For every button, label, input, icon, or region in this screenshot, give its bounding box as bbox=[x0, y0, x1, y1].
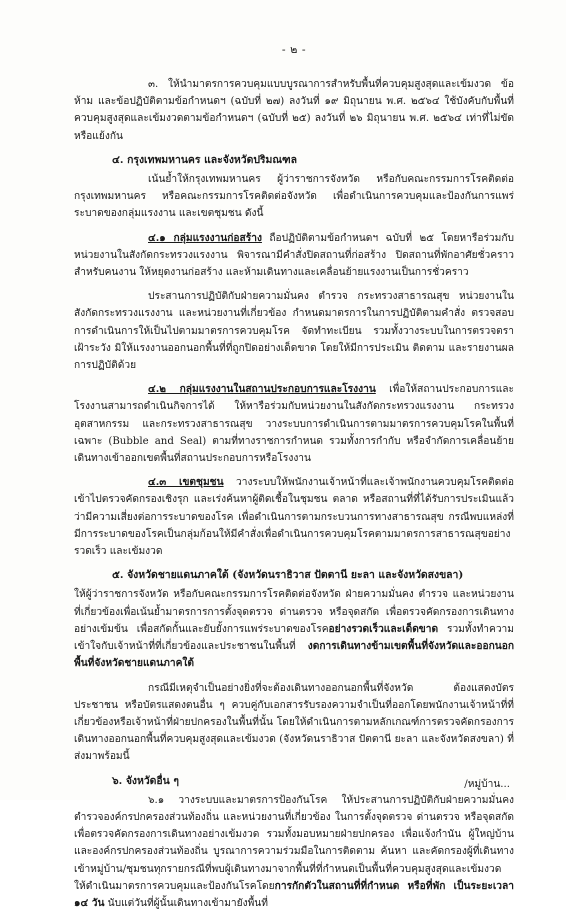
paragraph-5 bbox=[74, 586, 514, 672]
paragraph-6-1 bbox=[74, 792, 514, 912]
paragraph-4-1b: ประสานการปฏิบัติกับฝ่ายความมั่นคง ตำรวจ กระทรวงสาธารณสุข หน่วยงานในสังกัดกระทรวงแรงงาน และหน่วยงานที่เกี่ยวข้อง กำหนดมาตรการในการปฏิบัติตามคำสั่ง ตรวจสอบการดำเนินการให้เป็นไปตามมาตรการควบคุมโรค จัดทำทะเบียน รวมทั้งวางระบบในการตรวจตรา เฝ้าระวัง มิให้แรงงานออกนอกพื้นที่ที่ถูกปิดอย่างเด็ดขาด โดยให้มีการประเมิน ติดตาม และรายงานผลการปฏิบัติด้วย bbox=[74, 291, 514, 372]
paragraph-4: เน้นย้ำให้กรุงเทพมหานคร ผู้ว่าราชการจังหวัด หรือกับคณะกรรมการโรคติดต่อกรุงเทพมหานคร หรือคณะกรรมการโรคติดต่อจังหวัด เพื่อดำเนินการควบคุมและป้องกันการแพร่ระบาดของกลุ่มแรงงาน และเขตชุมชน ดังนี้ bbox=[74, 174, 514, 220]
label-4-2: ๔.๒ กลุ่มแรงงานในสถานประกอบการและโรงงาน bbox=[148, 383, 376, 396]
text-5b: อย่างรวดเร็วและเด็ดขาด bbox=[328, 622, 439, 635]
text-4-2: เพื่อให้สถานประกอบการและโรงงานสามารถดำเนินกิจการได้ ให้หารือร่วมกับหน่วยงานในสังกัดกระทรวงแรงงาน กระทรวงอุตสาหกรรม และกระทรวงสาธารณสุข วางระบบการดำเนินการตามมาตรการควบคุมโรคในพื้นที่เฉพาะ (Bubble and Seal) ตามที่ทางราชการกำหนด รวมทั้งการกำกับ หรือจำกัดการเคลื่อนย้ายเดินทางเข้าออกเขตพื้นที่สถานประกอบการหรือโรงงาน bbox=[74, 384, 514, 465]
text-4-3: วางระบบให้พนักงานเจ้าหน้าที่และเจ้าพนักงานควบคุมโรคติดต่อเข้าไปตรวจคัดกรองเชิงรุก และเร่งค้นหาผู้ติดเชื้อในชุมชน ตลาด หรือสถานที่ที่ได้รับการประเมินแล้วว่ามีความเสี่ยงต่อการระบาดของโรค เพื่อดำเนินการตามกระบวนการทางสาธารณสุข กรณีพบแหล่งที่มีการระบาดของโรคเป็นกลุ่มก้อนให้มีคำสั่งเพื่อดำเนินการควบคุมโรคตามมาตรการสาธารณสุขอย่างรวดเร็ว และเข้มงวด bbox=[74, 477, 515, 558]
label-4-3: ๔.๓ เขตชุมชน bbox=[148, 476, 224, 489]
text-6a: ๖.๑ วางระบบและมาตรการป้องกันโรค ให้ประสานการปฏิบัติกับฝ่ายความมั่นคง ตำรวจองค์กรปกครองส่วนท้องถิ่น และหน่วยงานที่เกี่ยวข้อง ในการตั้งจุดตรวจ ด่านตรวจ หรือจุดสกัด เพื่อตรวจคัดกรองการเดินทางอย่างเข้มงวด รวมทั้งมอบหมายฝ่ายปกครอง เพื่อแจ้งกำนัน ผู้ใหญ่บ้าน และองค์กรปกครองส่วนท้องถิ่น บูรณาการความร่วมมือในการติดตาม ค้นหา และคัดกรองผู้ที่เดินทางเข้าหมู่บ้าน/ชุมชนทุกรายกรณีที่พบผู้เดินทางมาจากพื้นที่ที่กำหนดเป็นพื้นที่ควบคุมสูงสุดและเข้มงวด ให้ดำเนินมาตรการควบคุมและป้องกันโรคโดย bbox=[74, 794, 514, 892]
text-6c: นับแต่วันที่ผู้นั้นเดินทางเข้ามายังพื้นที่ bbox=[104, 897, 268, 909]
paragraph-3: ๓. ให้นำมาตรการควบคุมแบบบูรณาการสำหรับพื้นที่ควบคุมสูงสุดและเข้มงวด ข้อห้าม และข้อปฏิบัติตามข้อกำหนดฯ (ฉบับที่ ๒๗) ลงวันที่ ๑๙ มิถุนายน พ.ศ. ๒๕๖๔ ใช้บังคับกับพื้นที่ควบคุมสูงสุดและเข้มงวดตามข้อกำหนดฯ (ฉบับที่ ๒๕) ลงวันที่ ๒๖ มิถุนายน พ.ศ. ๒๕๖๔ เท่าที่ไม่ขัดหรือแย้งกัน bbox=[74, 79, 514, 142]
text-5d: งดการเดินทางข้ามเขตพื้นที่จังหวัดและออกนอกพื้นที่จังหวัดชายแดนภาคใต้ bbox=[74, 640, 514, 670]
text-6b: การกักตัวในสถานที่ที่กำหนด หรือที่พัก เป็นระยะเวลา ๑๔ วัน bbox=[74, 879, 514, 909]
text-5c: รวมทั้งทำความเข้าใจกับเจ้าหน้าที่ที่เกี่ยวข้องและประชาชนในพื้นที่ bbox=[74, 623, 514, 653]
page-number: - ๒ - bbox=[281, 43, 307, 56]
text-4-1: ถือปฏิบัติตามข้อกำหนดฯ ฉบับที่ ๒๕ โดยหารือร่วมกับหน่วยงานในสังกัดกระทรวงแรงงาน พิจารณามีคำสั่งปิดสถานที่ก่อสร้าง ปิดสถานที่พักอาศัยชั่วคราวสำหรับคนงาน ให้หยุดงานก่อสร้าง และห้ามเดินทางและเคลื่อนย้ายแรงงานเป็นการชั่วคราว bbox=[74, 232, 514, 279]
paragraph-4-2 bbox=[74, 381, 514, 467]
heading-bangkok: ๔. กรุงเทพมหานคร และจังหวัดปริมณฑล bbox=[112, 153, 297, 166]
text-5a: ให้ผู้ว่าราชการจังหวัด หรือกับคณะกรรมการโรคติดต่อจังหวัด ฝ่ายความมั่นคง ตำรวจ และหน่วยงานที่เกี่ยวข้องเพื่อเน้นย้ำมาตรการการตั้งจุดตรวจ ด่านตรวจ หรือจุดสกัด เพื่อตรวจคัดกรองการเดินทางอย่างเข้มข้น เพื่อสกัดกั้นและยับยั้งการแพร่ระบาดของโรค bbox=[74, 589, 514, 635]
paragraph-5b: กรณีมีเหตุจำเป็นอย่างยิ่งที่จะต้องเดินทางออกนอกพื้นที่จังหวัด ต้องแสดงบัตรประชาชน หรือบัตรแสดงตนอื่น ๆ ควบคู่กับเอกสารรับรองความจำเป็นที่ออกโดยพนักงานเจ้าหน้าที่ที่เกี่ยวข้องหรือเจ้าหน้าที่ฝ่ายปกครองในพื้นที่นั้น โดยให้ดำเนินการตามหลักเกณฑ์การตรวจคัดกรองการเดินทางออกนอกพื้นที่ควบคุมสูงสุดและเข้มงวด (จังหวัดนราธิวาส ปัตตานี ยะลา และจังหวัดสงขลา) ที่ส่งมาพร้อมนี้ bbox=[74, 682, 514, 763]
label-4-1: ๔.๑ กลุ่มแรงงานก่อสร้าง bbox=[148, 231, 262, 244]
continuation-marker: /หมู่บ้าน... bbox=[464, 779, 510, 790]
paragraph-4-1 bbox=[74, 230, 514, 282]
heading-other-provinces: ๖. จังหวัดอื่น ๆ bbox=[112, 774, 179, 787]
heading-south: ๕. จังหวัดชายแดนภาคใต้ (จังหวัดนราธิวาส ปัตตานี ยะลา และจังหวัดสงขลา) bbox=[112, 569, 464, 582]
paragraph-4-3 bbox=[74, 474, 514, 560]
